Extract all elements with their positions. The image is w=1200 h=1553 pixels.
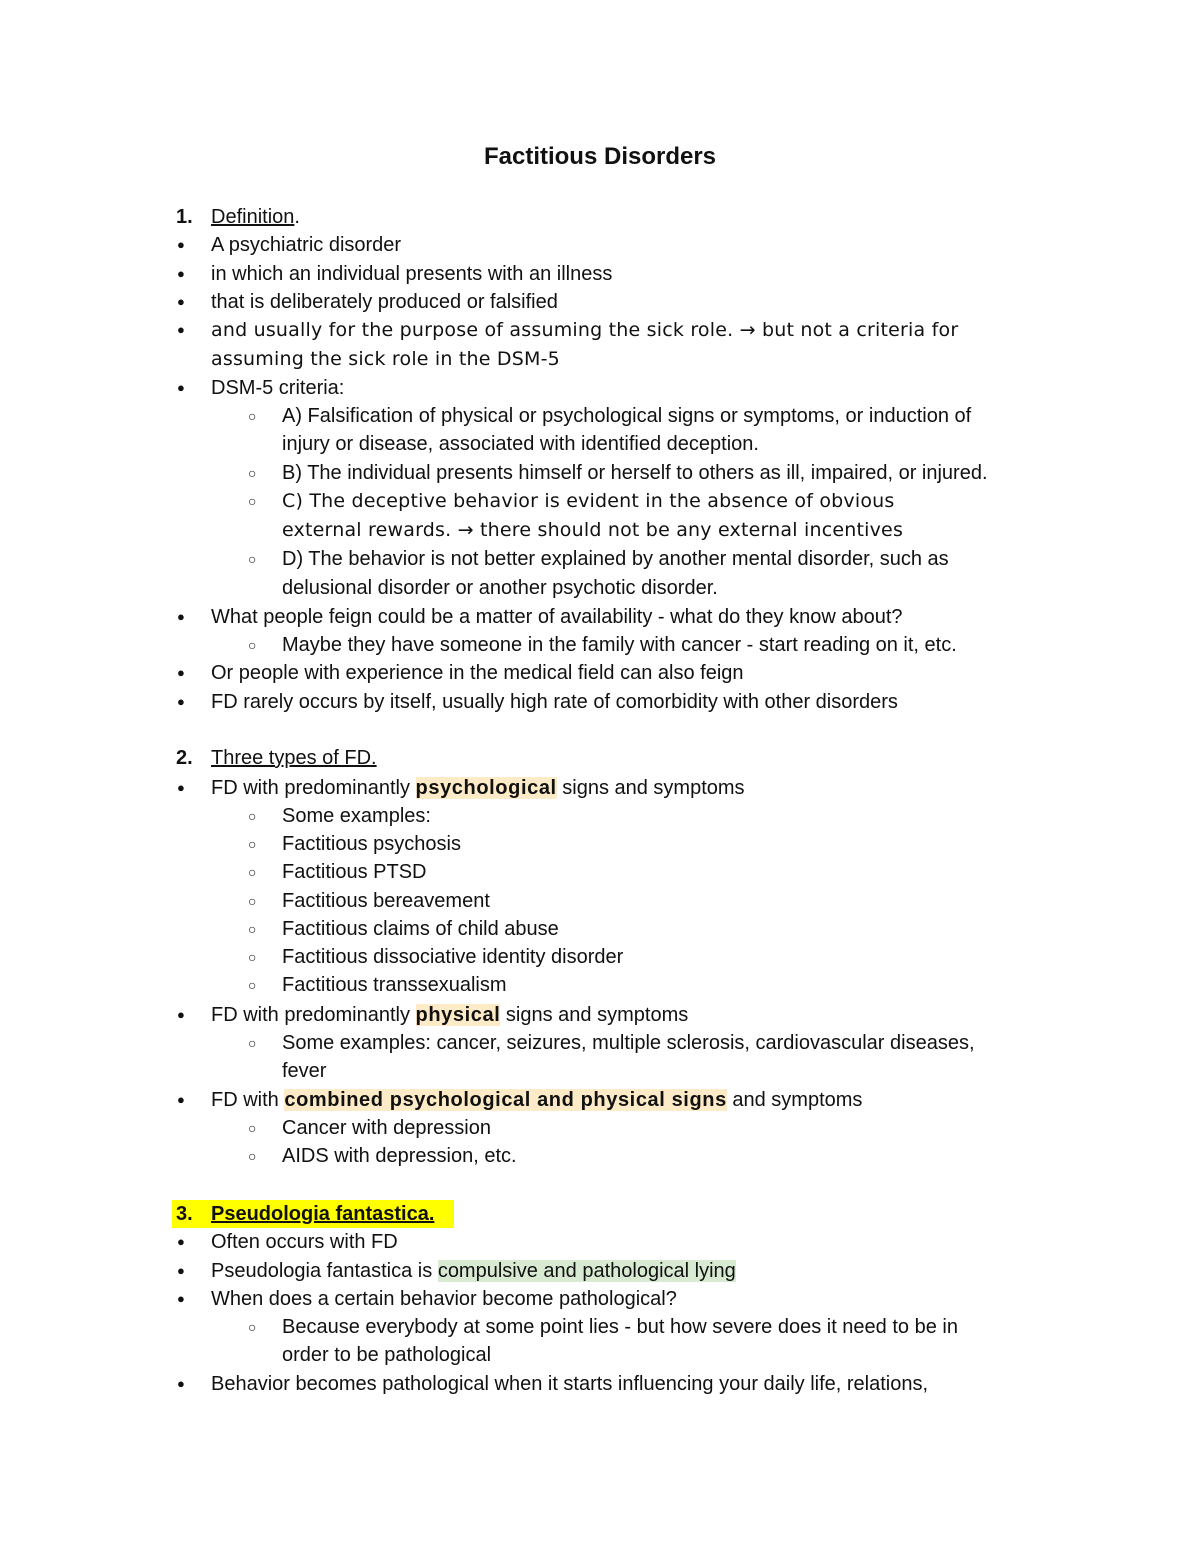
bullet-icon: ● <box>177 380 185 395</box>
text-run: and symptoms <box>726 1089 863 1111</box>
circle-bullet-icon: ○ <box>248 864 257 880</box>
text-run: FD with predominantly <box>211 1004 416 1026</box>
bullet-icon: ● <box>177 1376 185 1391</box>
highlighted-text: physical <box>415 1004 501 1026</box>
text-run: signs and symptoms <box>556 777 745 799</box>
highlighted-text: combined psychological and physical signs <box>284 1089 727 1111</box>
sub-list-item-continuation: injury or disease, associated with identified deception. <box>282 433 759 455</box>
bullet-icon: ● <box>177 266 185 281</box>
circle-bullet-icon: ○ <box>248 921 257 937</box>
circle-bullet-icon: ○ <box>248 893 257 909</box>
sub-list-item-continuation: order to be pathological <box>282 1344 492 1366</box>
section-2-number: 2. <box>176 747 193 769</box>
list-item: DSM-5 criteria: <box>211 377 345 399</box>
circle-bullet-icon: ○ <box>248 1035 257 1051</box>
bullet-icon: ● <box>177 237 185 252</box>
sub-list-item-continuation: fever <box>282 1060 327 1082</box>
section-1-heading <box>211 203 300 231</box>
list-item: FD rarely occurs by itself, usually high rate of comorbidity with other disorders <box>211 691 898 713</box>
circle-bullet-icon: ○ <box>248 808 257 824</box>
list-item: in which an individual presents with an illness <box>211 263 613 285</box>
sub-list-item: AIDS with depression, etc. <box>282 1145 517 1167</box>
sub-list-item-continuation: delusional disorder or another psychotic disorder. <box>282 577 718 599</box>
circle-bullet-icon: ○ <box>248 1120 257 1136</box>
sub-list-item: Cancer with depression <box>282 1117 491 1139</box>
sub-list-item: Some examples: <box>282 805 431 827</box>
text-run: Pseudologia fantastica is <box>211 1260 438 1282</box>
text-run: FD with <box>211 1089 285 1111</box>
highlighted-text: psychological <box>415 777 557 799</box>
sub-list-item: C) The deceptive behavior is evident in the absence of obvious <box>282 490 895 512</box>
bullet-icon: ● <box>177 322 185 337</box>
page-title: Factitious Disorders <box>483 143 717 170</box>
circle-bullet-icon: ○ <box>248 551 257 567</box>
list-item: When does a certain behavior become pathological? <box>211 1288 677 1310</box>
bullet-icon: ● <box>177 1234 185 1249</box>
bullet-icon: ● <box>177 1007 185 1022</box>
sub-list-item: B) The individual presents himself or herself to others as ill, impaired, or injured. <box>282 462 988 484</box>
bullet-icon: ● <box>177 609 185 624</box>
circle-bullet-icon: ○ <box>248 1148 257 1164</box>
circle-bullet-icon: ○ <box>248 408 257 424</box>
sub-list-item: Some examples: cancer, seizures, multiple sclerosis, cardiovascular diseases, <box>282 1032 975 1054</box>
sub-list-item: D) The behavior is not better explained by another mental disorder, such as <box>282 548 949 570</box>
bullet-icon: ● <box>177 1263 185 1278</box>
bullet-icon: ● <box>177 694 185 709</box>
highlighted-text: compulsive and pathological lying <box>437 1260 736 1282</box>
circle-bullet-icon: ○ <box>248 1319 257 1335</box>
list-item: Often occurs with FD <box>211 1231 398 1253</box>
bullet-icon: ● <box>177 294 185 309</box>
sub-list-item: Factitious bereavement <box>282 890 490 912</box>
bullet-icon: ● <box>177 780 185 795</box>
sub-list-item: Because everybody at some point lies - but how severe does it need to be in <box>282 1316 958 1338</box>
bullet-icon: ● <box>177 665 185 680</box>
list-item: and usually for the purpose of assuming the sick role. → but not a criteria for <box>211 319 959 341</box>
list-item <box>211 1086 862 1114</box>
section-2-heading: Three types of FD. <box>211 747 377 769</box>
section-1-number: 1. <box>176 206 193 228</box>
circle-bullet-icon: ○ <box>248 949 257 965</box>
sub-list-item: Factitious PTSD <box>282 861 427 883</box>
list-item <box>211 1001 688 1029</box>
list-item <box>211 774 745 802</box>
section-3-heading: Pseudologia fantastica. <box>211 1203 435 1225</box>
sub-list-item: Maybe they have someone in the family with cancer - start reading on it, etc. <box>282 634 957 656</box>
list-item: Behavior becomes pathological when it starts influencing your daily life, relations, <box>211 1373 929 1395</box>
circle-bullet-icon: ○ <box>248 493 257 509</box>
sub-list-item: Factitious psychosis <box>282 833 461 855</box>
list-item: Or people with experience in the medical field can also feign <box>211 662 744 684</box>
sub-list-item-continuation: external rewards. → there should not be any external incentives <box>282 519 904 541</box>
text-run: signs and symptoms <box>500 1004 689 1026</box>
section-1-heading-period: . <box>294 206 300 228</box>
sub-list-item: A) Falsification of physical or psychological signs or symptoms, or induction of <box>282 405 972 427</box>
section-3-number: 3. <box>176 1203 193 1225</box>
circle-bullet-icon: ○ <box>248 637 257 653</box>
text-run: FD with predominantly <box>211 777 416 799</box>
list-item <box>211 1257 736 1285</box>
section-1-heading-text: Definition <box>211 206 295 228</box>
bullet-icon: ● <box>177 1291 185 1306</box>
list-item: What people feign could be a matter of availability - what do they know about? <box>211 606 903 628</box>
sub-list-item: Factitious claims of child abuse <box>282 918 559 940</box>
sub-list-item: Factitious dissociative identity disorder <box>282 946 624 968</box>
list-item: that is deliberately produced or falsified <box>211 291 558 313</box>
bullet-icon: ● <box>177 1092 185 1107</box>
circle-bullet-icon: ○ <box>248 465 257 481</box>
circle-bullet-icon: ○ <box>248 977 257 993</box>
list-item-continuation: assuming the sick role in the DSM-5 <box>211 348 560 370</box>
circle-bullet-icon: ○ <box>248 836 257 852</box>
list-item: A psychiatric disorder <box>211 234 402 256</box>
sub-list-item: Factitious transsexualism <box>282 974 507 996</box>
